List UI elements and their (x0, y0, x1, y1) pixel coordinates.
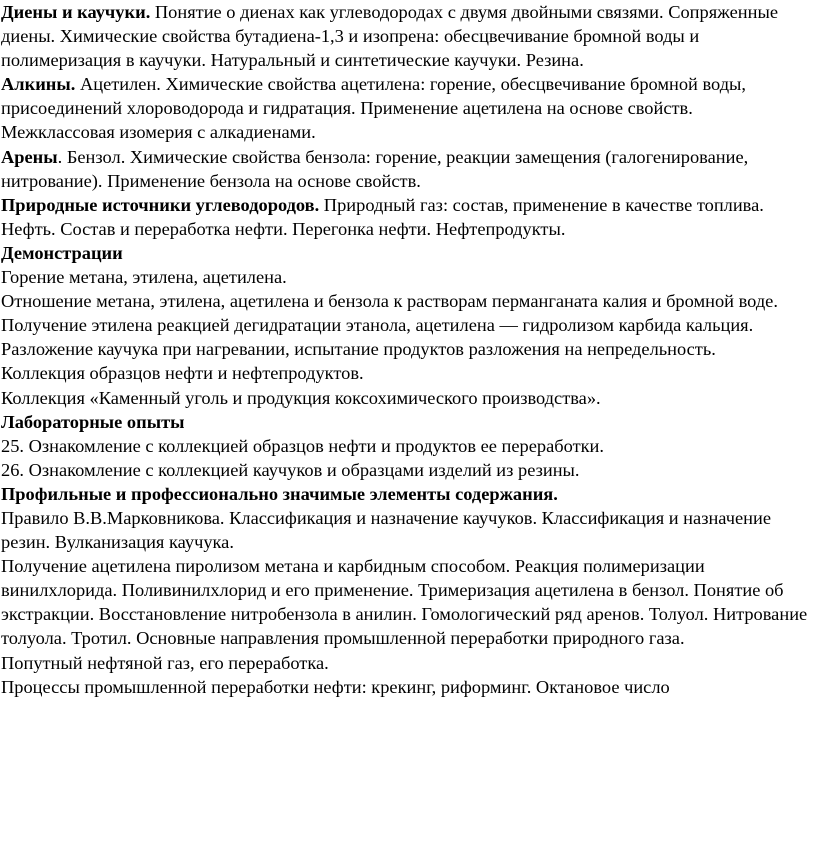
heading-alkynes: Алкины. (1, 74, 76, 95)
text-demo-1: Горение метана, этилена, ацетилена. (1, 267, 287, 288)
text-demo-2: Отношение метана, этилена, ацетилена и бензола к растворам перманганата калия и бромной воде. (1, 291, 778, 312)
text-dienes: Понятие о диенах как углеводородах с двумя двойными связями. Сопряженные диены. Химические свойства бутадиена-1,3 и изопрена: обесцвечивание бромной воды и полимеризация в каучуки. Натуральный и синтетические каучуки. Резина. (1, 2, 779, 71)
heading-natural-sources: Природные источники углеводородов. (1, 194, 320, 215)
heading-demonstrations: Демонстрации (1, 242, 123, 263)
paragraph-demo-3 (1, 313, 810, 337)
text-lab-25: 25. Ознакомление с коллекцией образцов нефти и продуктов ее переработки. (1, 435, 604, 456)
paragraph-demo-1 (1, 265, 810, 289)
paragraph-arenes (1, 145, 810, 193)
heading-dienes: Диены и каучуки. (1, 2, 151, 22)
paragraph-profile-3 (1, 651, 810, 675)
paragraph-dienes (1, 0, 810, 72)
paragraph-alkynes (1, 72, 810, 144)
paragraph-lab-heading (1, 410, 810, 434)
text-arenes: . Бензол. Химические свойства бензола: горение, реакции замещения (галогенирование, нитрование). Применение бензола на основе свойств. (1, 146, 749, 191)
paragraph-demo-2 (1, 289, 810, 313)
paragraph-profile-4 (1, 675, 810, 699)
heading-profile-elements: Профильные и профессионально значимые элементы содержания. (1, 483, 558, 504)
heading-arenes: Арены (1, 146, 58, 167)
text-demo-5: Коллекция образцов нефти и нефтепродуктов. (1, 363, 364, 384)
text-profile-4: Процессы промышленной переработки нефти: крекинг, риформинг. Октановое число (1, 676, 670, 697)
text-lab-26: 26. Ознакомление с коллекцией каучуков и образцами изделий из резины. (1, 459, 580, 480)
paragraph-demo-6 (1, 386, 810, 410)
text-profile-2: Получение ацетилена пиролизом метана и карбидным способом. Реакция полимеризации винилхлорида. Поливинилхлорид и его применение. Тримеризация ацетилена в бензол. Понятие об экстракции. Восстановление нитробензола в анилин. Гомологический ряд аренов. Толуол. Нитрование толуола. Тротил. Основные направления промышленной переработки природного газа. (1, 556, 808, 649)
paragraph-profile-heading (1, 482, 810, 506)
paragraph-profile-1 (1, 506, 810, 554)
paragraph-lab-25 (1, 434, 810, 458)
paragraph-demonstrations-heading (1, 241, 810, 265)
text-alkynes: Ацетилен. Химические свойства ацетилена: горение, обесцвечивание бромной воды, присоединений хлороводорода и гидратация. Применение ацетилена на основе свойств. Межклассовая изомерия с алкадиенами. (1, 74, 747, 143)
text-demo-4: Разложение каучука при нагревании, испытание продуктов разложения на непредельность. (1, 339, 716, 360)
heading-lab-experiments: Лабораторные опыты (1, 411, 185, 432)
paragraph-lab-26 (1, 458, 810, 482)
paragraph-natural-sources (1, 193, 810, 241)
paragraph-profile-2 (1, 554, 810, 650)
text-profile-3: Попутный нефтяной газ, его переработка. (1, 652, 329, 673)
text-demo-3: Получение этилена реакцией дегидратации этанола, ацетилена — гидролизом карбида кальция. (1, 315, 754, 336)
paragraph-demo-4 (1, 337, 810, 361)
text-natural-sources: Природный газ: состав, применение в качестве топлива. Нефть. Состав и переработка нефти. Перегонка нефти. Нефтепродукты. (1, 194, 764, 239)
text-profile-1: Правило В.В.Марковникова. Классификация и назначение каучуков. Классификация и назначение резин. Вулканизация каучука. (1, 507, 771, 553)
text-demo-6: Коллекция «Каменный уголь и продукция коксохимического производства». (1, 387, 601, 408)
paragraph-demo-5 (1, 361, 810, 385)
